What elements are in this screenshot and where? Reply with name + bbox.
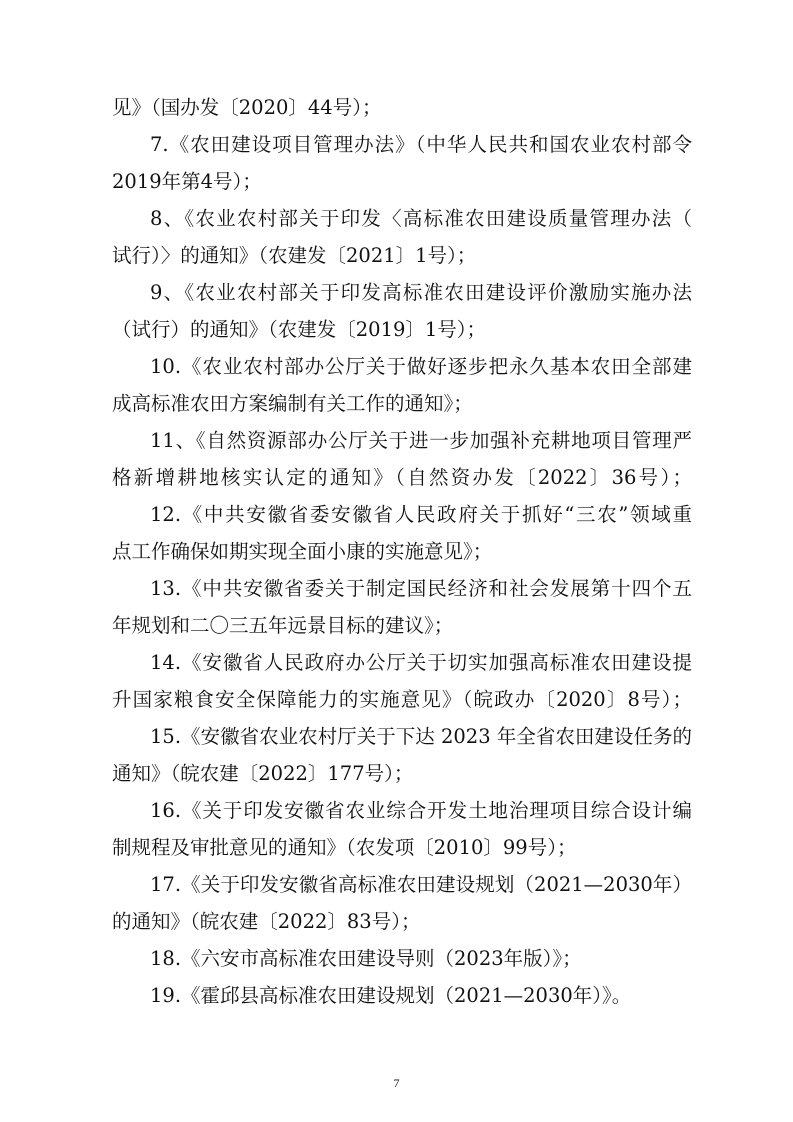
text-line: 10.《农业农村部办公厅关于做好逐步把永久基本农田全部建 — [150, 355, 692, 378]
text-line: 15.《安徽省农业农村厅关于下达 2023 年全省农田建设任务的 — [150, 725, 692, 748]
page-number: 7 — [393, 1076, 400, 1090]
text-line: 17.《关于印发安徽省高标准农田建设规划（2021—2030年） — [150, 873, 692, 896]
text-line: （试行）的通知》（农建发〔2019〕1号）； — [112, 318, 487, 341]
text-line: 14.《安徽省人民政府办公厅关于切实加强高标准农田建设提 — [150, 651, 692, 674]
text-line: 成高标准农田方案编制有关工作的通知》； — [112, 392, 473, 415]
text-line: 16.《关于印发安徽省农业综合开发土地治理项目综合设计编 — [150, 799, 692, 822]
text-line: 通知》（皖农建〔2022〕177号）； — [112, 762, 414, 785]
text-line: 升国家粮食安全保障能力的实施意见》（皖政办〔2020〕8号）； — [112, 688, 692, 711]
text-line: 12.《中共安徽省委安徽省人民政府关于抓好“三农”领域重 — [150, 503, 692, 526]
text-line: 2019年第4号）； — [112, 170, 262, 193]
text-line: 年规划和二〇三五年远景目标的建议》； — [112, 614, 454, 637]
text-line: 点工作确保如期实现全面小康的实施意见》； — [112, 540, 493, 563]
text-line: 7.《农田建设项目管理办法》（中华人民共和国农业农村部令 — [150, 133, 692, 156]
text-line: 见》（国办发〔2020〕44号）； — [112, 96, 382, 119]
text-line: 9、《农业农村部关于印发高标准农田建设评价激励实施办法 — [150, 281, 692, 304]
text-line: 18.《六安市高标准农田建设导则（2023年版）》； — [150, 947, 582, 970]
text-line: 13.《中共安徽省委关于制定国民经济和社会发展第十四个五 — [150, 577, 692, 600]
text-line: 8、《农业农村部关于印发〈高标准农田建设质量管理办法（ — [150, 207, 692, 230]
text-line: 试行）〉的通知》（农建发〔2021〕1号）； — [112, 244, 477, 267]
text-line: 制规程及审批意见的通知》（农发项〔2010〕99号）； — [112, 836, 577, 859]
text-line: 11、《自然资源部办公厅关于进一步加强补充耕地项目管理严 — [150, 429, 692, 452]
text-line: 格新增耕地核实认定的通知》（自然资办发〔2022〕36号）； — [112, 466, 692, 489]
text-line: 19.《霍邱县高标准农田建设规划（2021—2030年）》。 — [150, 984, 632, 1007]
text-line: 的通知》（皖农建〔2022〕83号）； — [112, 910, 421, 933]
